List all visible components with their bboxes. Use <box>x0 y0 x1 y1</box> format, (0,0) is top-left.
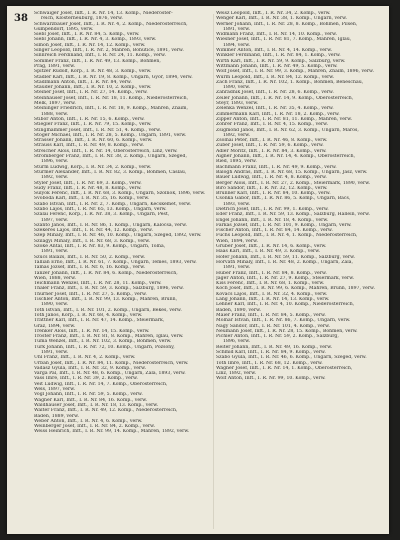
register-line: Bachmann Franz, Inft., I. R. Nr. 49, 9. Komp., verw. <box>216 164 337 170</box>
register-line: Wenger Karl, Inft., I. R. Nr. 38, 1. Komp., Ungarn, verw. <box>216 16 347 22</box>
register-line: Huber Franz, Inft., I. R. Nr. 84, 8. Komp., verw. <box>216 270 327 276</box>
register-line: Kovács Lajos, Inft., I. R. Nr. 32, 4. Komp., verw. <box>216 291 328 297</box>
register-line: Thaler Franz, Inft., I. R. Nr. 59, 3. Komp., Salzburg, 1896, verw. <box>34 286 184 292</box>
register-line: Wirth Karl, Inft., I. R. Nr. 59, 9. Komp., Salzburg, verw. <box>216 58 346 64</box>
document-page <box>7 6 389 534</box>
register-line: Tóth János, Korp., I. R. Nr. 68, 4. Komp., verw. <box>34 312 143 318</box>
register-line: Weber Anton, Inft., I. R. Nr. 4, 6. Komp., verw. <box>34 418 143 424</box>
register-line: Sudy Franz, Inft., I. R. Nr. 48, 8. Komp., verw. <box>34 185 142 191</box>
register-line: Pichler Anton, Inft., I. R. Nr. 59, 2. Komp., Salzburg, <box>216 334 339 340</box>
register-line: Wimmer Anton, Inft., I. R. Nr. 4, 14. Komp., verw. <box>216 48 333 54</box>
page-number: 38 <box>14 13 28 24</box>
register-line: Brunner Karl, Inft., I. R. Nr. 84, 10. Komp., verw. <box>216 191 331 197</box>
register-line: Reiter Johann, Inft., I. R. Nr. 49, 16. Komp., verw. <box>216 344 333 350</box>
register-line: Wels, 1897, verw. <box>34 387 76 393</box>
register-line: Szilágyi Mihály, Inft., I. R. Nr. 68, 3. Komp., verw. <box>34 238 151 244</box>
register-line: 1891, verw. <box>223 265 251 271</box>
register-line: Weiss Heinrich, Inft., I. R. Nr. 99, 14. Komp., Mähren, 1892, verw. <box>34 429 190 435</box>
register-line: 1890, verw. <box>223 85 251 91</box>
register-line: Urban Josef, Inft., I. R. Nr. 84, 11. Komp., Niederösterreich, verw. <box>34 360 189 366</box>
register-line: Stinglhammer Josef, Inft., I. R. Nr. 51, 4. Komp., verw. <box>34 127 162 133</box>
register-line: Svoboda Karl, Inft., I. R. Nr. 35, 16. Komp., verw. <box>34 196 150 202</box>
register-line: Vass Imre, Inft., I. R. Nr. 39, 2. Komp., verw. <box>34 376 138 382</box>
register-line: 1888, verw. <box>41 111 69 117</box>
register-line: Wolf Josef, Inft., I. R. Nr. 99, 3. Komp., Mähren, Znaim, 1896, verw. <box>216 69 374 75</box>
register-line: Ried, 1895, verw. <box>216 159 257 165</box>
register-line: Zöhrer Franz, Inft., I. R. Nr. 4, 15. Komp., verw. <box>216 122 329 128</box>
register-line: Vogl Johann, Inft., I. R. Nr. 59, 5. Komp., verw. <box>34 392 143 398</box>
register-line: Balogh András, Inft., I. R. Nr. 68, 15. Komp., Ungarn, Jász, verw. <box>216 169 368 175</box>
register-line: 1897, verw. <box>41 217 69 223</box>
register-line: Tanzer Johann, Inft., I. R. Nr. 84, 6. Komp., Niederösterreich, <box>34 270 178 276</box>
register-line: Stromberger Franz, Inft., I. R. Nr. 38, 2. Komp., Ungarn, Szeged, <box>34 154 187 160</box>
register-line: Steinhauser Josef, Inft., I. R. Nr. 18, 11. Komp., Niederösterreich, <box>34 95 189 101</box>
register-line: Bauer Ludwig, Inft., I. R. Nr. 4, 8. Komp., verw. <box>216 175 327 181</box>
register-line: Engel Johann, Inft., I. R. Nr. 18, 4. Komp., verw. <box>216 217 329 223</box>
register-line: Neumann Josef, Inft., I. R. Nr. 28, 15. Komp., Böhmen, verw. <box>216 328 358 334</box>
register-line: Aigner Johann, Inft., I. R. Nr. 14, 4. Komp., Oberösterreich, <box>216 154 356 160</box>
register-line: Fischer Anton, Inft., I. R. Nr. 84, 14. Komp., verw. <box>216 228 333 234</box>
register-line: Trenker Alois, Inft., I. R. Nr. 14, 15. Komp., verw. <box>34 328 150 334</box>
register-line: Zimmermann Karl, Inft., I. R. Nr. 18, 2. Komp., verw. <box>216 111 340 117</box>
register-line: Singer Leopold, Inft., I. R. Nr. 2, Mähren, Bohutice, 1891, verw. <box>34 48 184 54</box>
register-line: Maier Franz, Inft., I. R. Nr. 84, 5. Komp., verw. <box>216 312 326 318</box>
register-line: Zelenka Wenzel, Inft., I. R. Nr. 35, 4. Komp., verw. <box>216 106 334 112</box>
register-line: Tröster Franz, Inft., I. R. Nr. 81, 8. Komp., Mähren, Iglau, verw. <box>34 334 184 340</box>
register-line: Eder Franz, Inft., I. R. Nr. 59, 13. Komp., Salzburg, Hallein, verw. <box>216 212 371 218</box>
register-line: Zuber Josef, Inft., I. R. Nr. 59, 6. Komp., verw. <box>216 143 324 149</box>
register-line: Lehner Karl, Inft., I. R. Nr. 4, 10. Komp., Niederösterreich, <box>216 302 355 308</box>
register-line: Spitzer Rudolf, Korp., I. R. Nr. 48, 3. Komp., verw. <box>34 69 152 75</box>
register-line: 1896, verw. <box>41 159 69 165</box>
register-line: Zipper Anton, Inft., I. R. Nr. 81, 11. Komp., Mähren, verw. <box>216 116 353 122</box>
register-line: Sinnreich Ferdinand, Inft., I. R. Nr. 24, 11. Komp., verw. <box>34 53 166 59</box>
register-line: Stürmer Alexander, Inft., I. R. Nr. 82, 3. Komp., Böhmen, Časlau, <box>34 169 187 175</box>
register-line: Melk, 1897, verw. <box>34 101 76 107</box>
register-line: Schwaiger Josef, Inft., I. R. Nr. 14, 13. Komp., Niederöster- <box>34 11 173 16</box>
register-line: Schwarzbauer Josef, Inft., I. R. Nr. 4, 2. Komp., Niederösterreich, <box>34 21 188 27</box>
register-line: Jäger Anton, Inft., I. R. Nr. 27, 9. Komp., Steiermark, verw. <box>216 275 355 281</box>
register-line: Molnár István, Inft., I. R. Nr. 86, 7. Komp., Ungarn, verw. <box>216 318 351 324</box>
register-line: Adler Moritz, Inft., I. R. Nr. 84, 3. Komp., verw. <box>216 148 327 154</box>
register-line: Kiss Ferenc, Inft., I. R. Nr. 68, 1. Komp., verw. <box>216 281 325 287</box>
register-line: Varga Pál, Inft., I. R. Nr. 48, 6. Komp., Ungarn, Zala, 1893, verw. <box>34 371 186 377</box>
register-line: Stauder Johann, Inft., I. R. Nr. 10, 2. Komp., verw. <box>34 85 152 91</box>
register-line: Szőke Antal, Inft., I. R. Nr. 83, 9. Komp., Ungarn, Tolna, <box>34 244 166 250</box>
register-line: 1896, verw. <box>223 339 251 345</box>
register-line: Wien, 1888, verw. <box>34 275 77 281</box>
register-line: Prag, 1891, verw. <box>34 63 76 69</box>
register-line: Stiegler Franz, Inft., I. R. Nr. 79, 15. Komp., verw. <box>34 122 152 128</box>
register-line: Steiner Josef, Inft., I. R. Nr. 27, 14. Komp., verw. <box>34 90 148 96</box>
register-line: Teichmann Wenzel, Inft., I. R. Nr. 28, 11. Komp., verw. <box>34 281 162 287</box>
register-line: 1892, verw. <box>223 132 251 138</box>
register-line: Szántó János, Inft., I. R. Nr. 86, 1. Komp., Ungarn, Kalocsa, verw. <box>34 222 187 228</box>
register-line: Wagner Josef, Inft., I. R. Nr. 14, 1. Komp., Oberösterreich, <box>216 365 353 371</box>
register-line: Stadlmann Anton, Inft., I. R. Nr. 84, verw. <box>34 79 132 85</box>
register-line: Biró Sándor, Inft., I. R. Nr. 32, 12. Komp., verw. <box>216 185 328 191</box>
register-line: Wolf Anton, Inft., I. R. Nr. 99, 10. Komp., verw. <box>216 376 326 382</box>
register-line: Türk Johann, Inft., I. R. Nr. 72, 10. Komp., Ungarn, Pozsony, <box>34 344 175 350</box>
register-line: 1892, verw. <box>41 175 69 181</box>
register-line: Winkler Ferdinand, Inft., I. R. Nr. 84, 1. Komp., verw. <box>216 53 341 59</box>
register-line: Stadler Karl, Inft., I. R. Nr. 19, 8. Komp., Ungarn, Győr, 1894, verw. <box>34 74 193 80</box>
register-line: Tuma Wenzel, Inft., I. R. Nr. 102, 3. Komp., Böhmen, verw. <box>34 339 172 345</box>
register-line: Sommer Franz, Inft., I. R. Nr. 49, 13. Komp., Böhmen, <box>34 58 161 64</box>
register-line: 1894, verw. <box>223 42 251 48</box>
register-line: Vadász Gyula, Inft., I. R. Nr. 32, 9. Komp., verw. <box>34 365 147 371</box>
register-line: Schmid Karl, Inft., I. R. Nr. 84, 9. Komp., verw. <box>216 350 326 355</box>
register-line: Zach Franz, Inft., I. R. Nr. 102, 1. Komp., Böhmen, Beneschau, <box>216 79 364 85</box>
register-line: Trattner Karl, Inft., I. R. Nr. 47, 14. Komp., Steiermark, <box>34 318 165 324</box>
register-line: 1891, verw. <box>41 249 69 255</box>
register-line: Steyr, 1893, verw. <box>216 101 259 107</box>
register-line: reich, Klosterneuburg, 1876, verw. <box>41 16 123 22</box>
register-line: Strauss Karl, Inft., I. R. Nr. 49, 8. Komp., verw. <box>34 143 144 149</box>
register-line: Styler Josef, Inft., I. R. Nr. 69, 3. Komp., verw. <box>34 180 142 186</box>
register-line: Wagner Karl, Inft., I. R. Nr. 84, 16. Komp., verw. <box>34 397 148 403</box>
left-column <box>34 11 213 533</box>
register-line: Csonka Gábor, Inft., I. R. Nr. 86, 5. Komp., Ungarn, Bács, <box>216 196 351 202</box>
register-line: Zahradník Josef, Inft., I. R. Nr. 28, 6. Komp., verw. <box>216 90 334 96</box>
register-line: Strasser Johann, Inft., I. R. Nr. 60, 6. Komp., verw. <box>34 138 153 144</box>
register-line: Wurm Leopold, Inft., I. R. Nr. 84, 12. Komp., verw. <box>216 74 335 80</box>
register-line: Uhl Franz, Inft., I. R. Nr. 4, 2. Komp., verw. <box>34 355 136 361</box>
register-line: Gumpendorf, 1895, verw. <box>34 26 94 32</box>
register-line: Wien, 1894, verw. <box>216 238 259 244</box>
register-line: Linz, 1892, verw. <box>216 371 257 377</box>
register-line: Siebl Johann, Inft., I. R. Nr. 4, 3. Komp., 1893, verw. <box>34 37 157 43</box>
register-line: Werner Johann, Inft., I. R. Nr. 28, 8. Komp., Böhmen, Pilsen, <box>216 21 358 27</box>
register-line: Farkas József, Inft., I. R. Nr. 101, 9. Komp., Ungarn, verw. <box>216 222 352 228</box>
register-line: Nagy Sándor, Inft., I. R. Nr. 101, 4. Komp., verw. <box>216 323 330 329</box>
register-line: Szekeres Lajos, Inft., I. R. Nr. 44, 12. Komp., verw. <box>34 228 153 234</box>
register-line: Tóth István, Inft., I. R. Nr. 101, 2. Komp., Ungarn, Békés, verw. <box>34 307 182 313</box>
register-line: 1891, verw. <box>41 350 69 355</box>
register-line: Haas Karl, Inft., I. R. Nr. 49, 3. Komp., verw. <box>216 249 321 255</box>
register-line: Zeiler Johann, Inft., I. R. Nr. 14, 9. Komp., Oberösterreich, <box>216 95 354 101</box>
register-line: Zsolnai Péter, Inft., I. R. Nr. 46, 8. Komp., verw. <box>216 138 328 144</box>
register-line: Steininger Friedrich, Inft., I. R. Nr. 18, 9. Komp., Mähren, Znaim, <box>34 106 189 112</box>
register-line: Wiesner Josef, Inft., I. R. Nr. 81, 7. Komp., Mähren, Iglau, <box>216 37 352 43</box>
register-line: Weisz Leopold, Inft., I. R. Nr. 34, 2. Komp., verw. <box>216 11 331 16</box>
register-line: Fuchs Leopold, Inft., I. R. Nr. 4, 1. Komp., Niederösterreich, <box>216 233 358 239</box>
register-line: 1891, verw. <box>223 26 251 32</box>
register-line: Tischler Anton, Inft., I. R. Nr. 99, 13. Komp., Mähren, Brünn, <box>34 297 178 303</box>
right-column <box>216 11 389 533</box>
register-line: Szabó Lajos, Inft., I. R. Nr. 65, 13. Komp., Ungarn, verw. <box>34 206 167 212</box>
register-line: Zsigmond János, Inft., I. R. Nr. 62, 3. Komp., Ungarn, Maros, <box>216 127 359 133</box>
register-line: Simon Josef, Inft., I. R. Nr. 14, 12. Komp., verw. <box>34 42 146 48</box>
register-line: Baden, 1890, verw. <box>216 307 261 313</box>
register-line: Horváth Mihály, Inft., I. R. Nr. 48, 2. Komp., Ungarn, Zala, <box>216 259 353 265</box>
register-line: Siebl Josef, Inft., I. R. Nr. 84, 5. Komp., verw. <box>34 32 140 38</box>
register-line: Waldhauser Josef, Inft., I. R. Nr. 18, 13. Komp., verw. <box>34 402 159 408</box>
register-line: Sturm Ludwig, Korp., I. R. Nr. 34, 2. Komp., verw. <box>34 164 152 170</box>
register-line: Szép Mihály, Inft., I. R. Nr. 46, 10. Komp., Ungarn, Szeged, 1892, verw. <box>34 233 202 239</box>
register-line: Dietrich Josef, Inft., I. R. Nr. 99, 1. Komp., verw. <box>216 206 329 212</box>
register-line: Toth Imre, Inft., I. R. Nr. 68, 12. Komp., verw. <box>216 360 323 366</box>
register-line: Walter Franz, Inft., I. R. Nr. 49, 12. Komp., Niederösterreich, <box>34 408 178 414</box>
register-line: Veit Ludwig, Inft., I. R. Nr. 14, 7. Komp., Oberösterreich, <box>34 381 168 387</box>
register-line: Szalai Ferenc, Korp., I. R. Nr. 38, 3. Komp., Ungarn, Pest, <box>34 212 170 218</box>
register-line: Thurner Josef, Inft., I. R. Nr. 27, 5. Komp., verw. <box>34 291 147 297</box>
register-line: Gruber Josef, Inft., I. R. Nr. 14, 6. Komp., verw. <box>216 244 327 250</box>
register-line: Streicher Alois, Inft., I. R. Nr. 14, Oberösterreich, Linz, verw. <box>34 148 178 154</box>
register-line: Lang Johann, Inft., I. R. Nr. 14, 13. Komp., verw. <box>216 297 330 303</box>
register-line: Tallián Ernő, Inft., I. R. Nr. 61, 7. Komp., Ungarn, Temes, 1893, verw. <box>34 259 197 265</box>
register-line: 1890, verw. <box>41 302 69 308</box>
register-line: Widmann Franz, Inft., I. R. Nr. 14, 10. Komp., verw. <box>216 32 338 38</box>
register-line: Wittmann Johann, Inft., I. R. Nr. 49, 5. Komp., verw. <box>216 63 338 69</box>
register-line: Szabó István, Inft., I. R. Nr. 2, 7. Komp., Ungarn, Kecskemét, verw. <box>34 201 192 207</box>
register-line: Hofer Johann, Inft., I. R. Nr. 59, 11. Komp., Salzburg, verw. <box>216 254 356 260</box>
register-line: Berger Alois, Inft., I. R. Nr. 27, 2. Komp., Steiermark, 1890, verw. <box>216 180 371 186</box>
register-line: Szabó Gyula, Inft., I. R. Nr. 46, 6. Komp., Ungarn, Szeged, verw. <box>216 355 367 361</box>
register-line: Weinberger Josef, Inft., I. R. Nr. 84, 2. Komp., verw. <box>34 424 156 430</box>
register-line: Stöger Michael, Inft., I. R. Nr. 28, 5. Komp., Ungarn, 1891, verw. <box>34 132 187 138</box>
register-line: 1893, verw. <box>223 201 251 207</box>
register-line: Stibor Anton, Inft., I. R. Nr. 15, 6. Komp., verw. <box>34 116 145 122</box>
register-line: Graz, 1894, verw. <box>34 323 76 329</box>
register-line: Tamás József, Inft., I. R. Nr. 6, 16. Komp., verw. <box>34 265 146 271</box>
column-gutter <box>213 14 214 529</box>
register-line: Sulyok Ferenc, Inft., I. R. Nr. 68, 3. Komp., Ungarn, Szolnok, 1896, verw. <box>34 191 206 197</box>
register-line: Szűcs Balázs, Inft., I. R. Nr. 50, 2. Komp., verw. <box>34 254 146 260</box>
register-line: Koch Josef, Inft., I. R. Nr. 99, 6. Komp., Mähren, Brünn, 1897, verw. <box>216 286 375 292</box>
register-line: Baden, 1889, verw. <box>34 413 79 419</box>
